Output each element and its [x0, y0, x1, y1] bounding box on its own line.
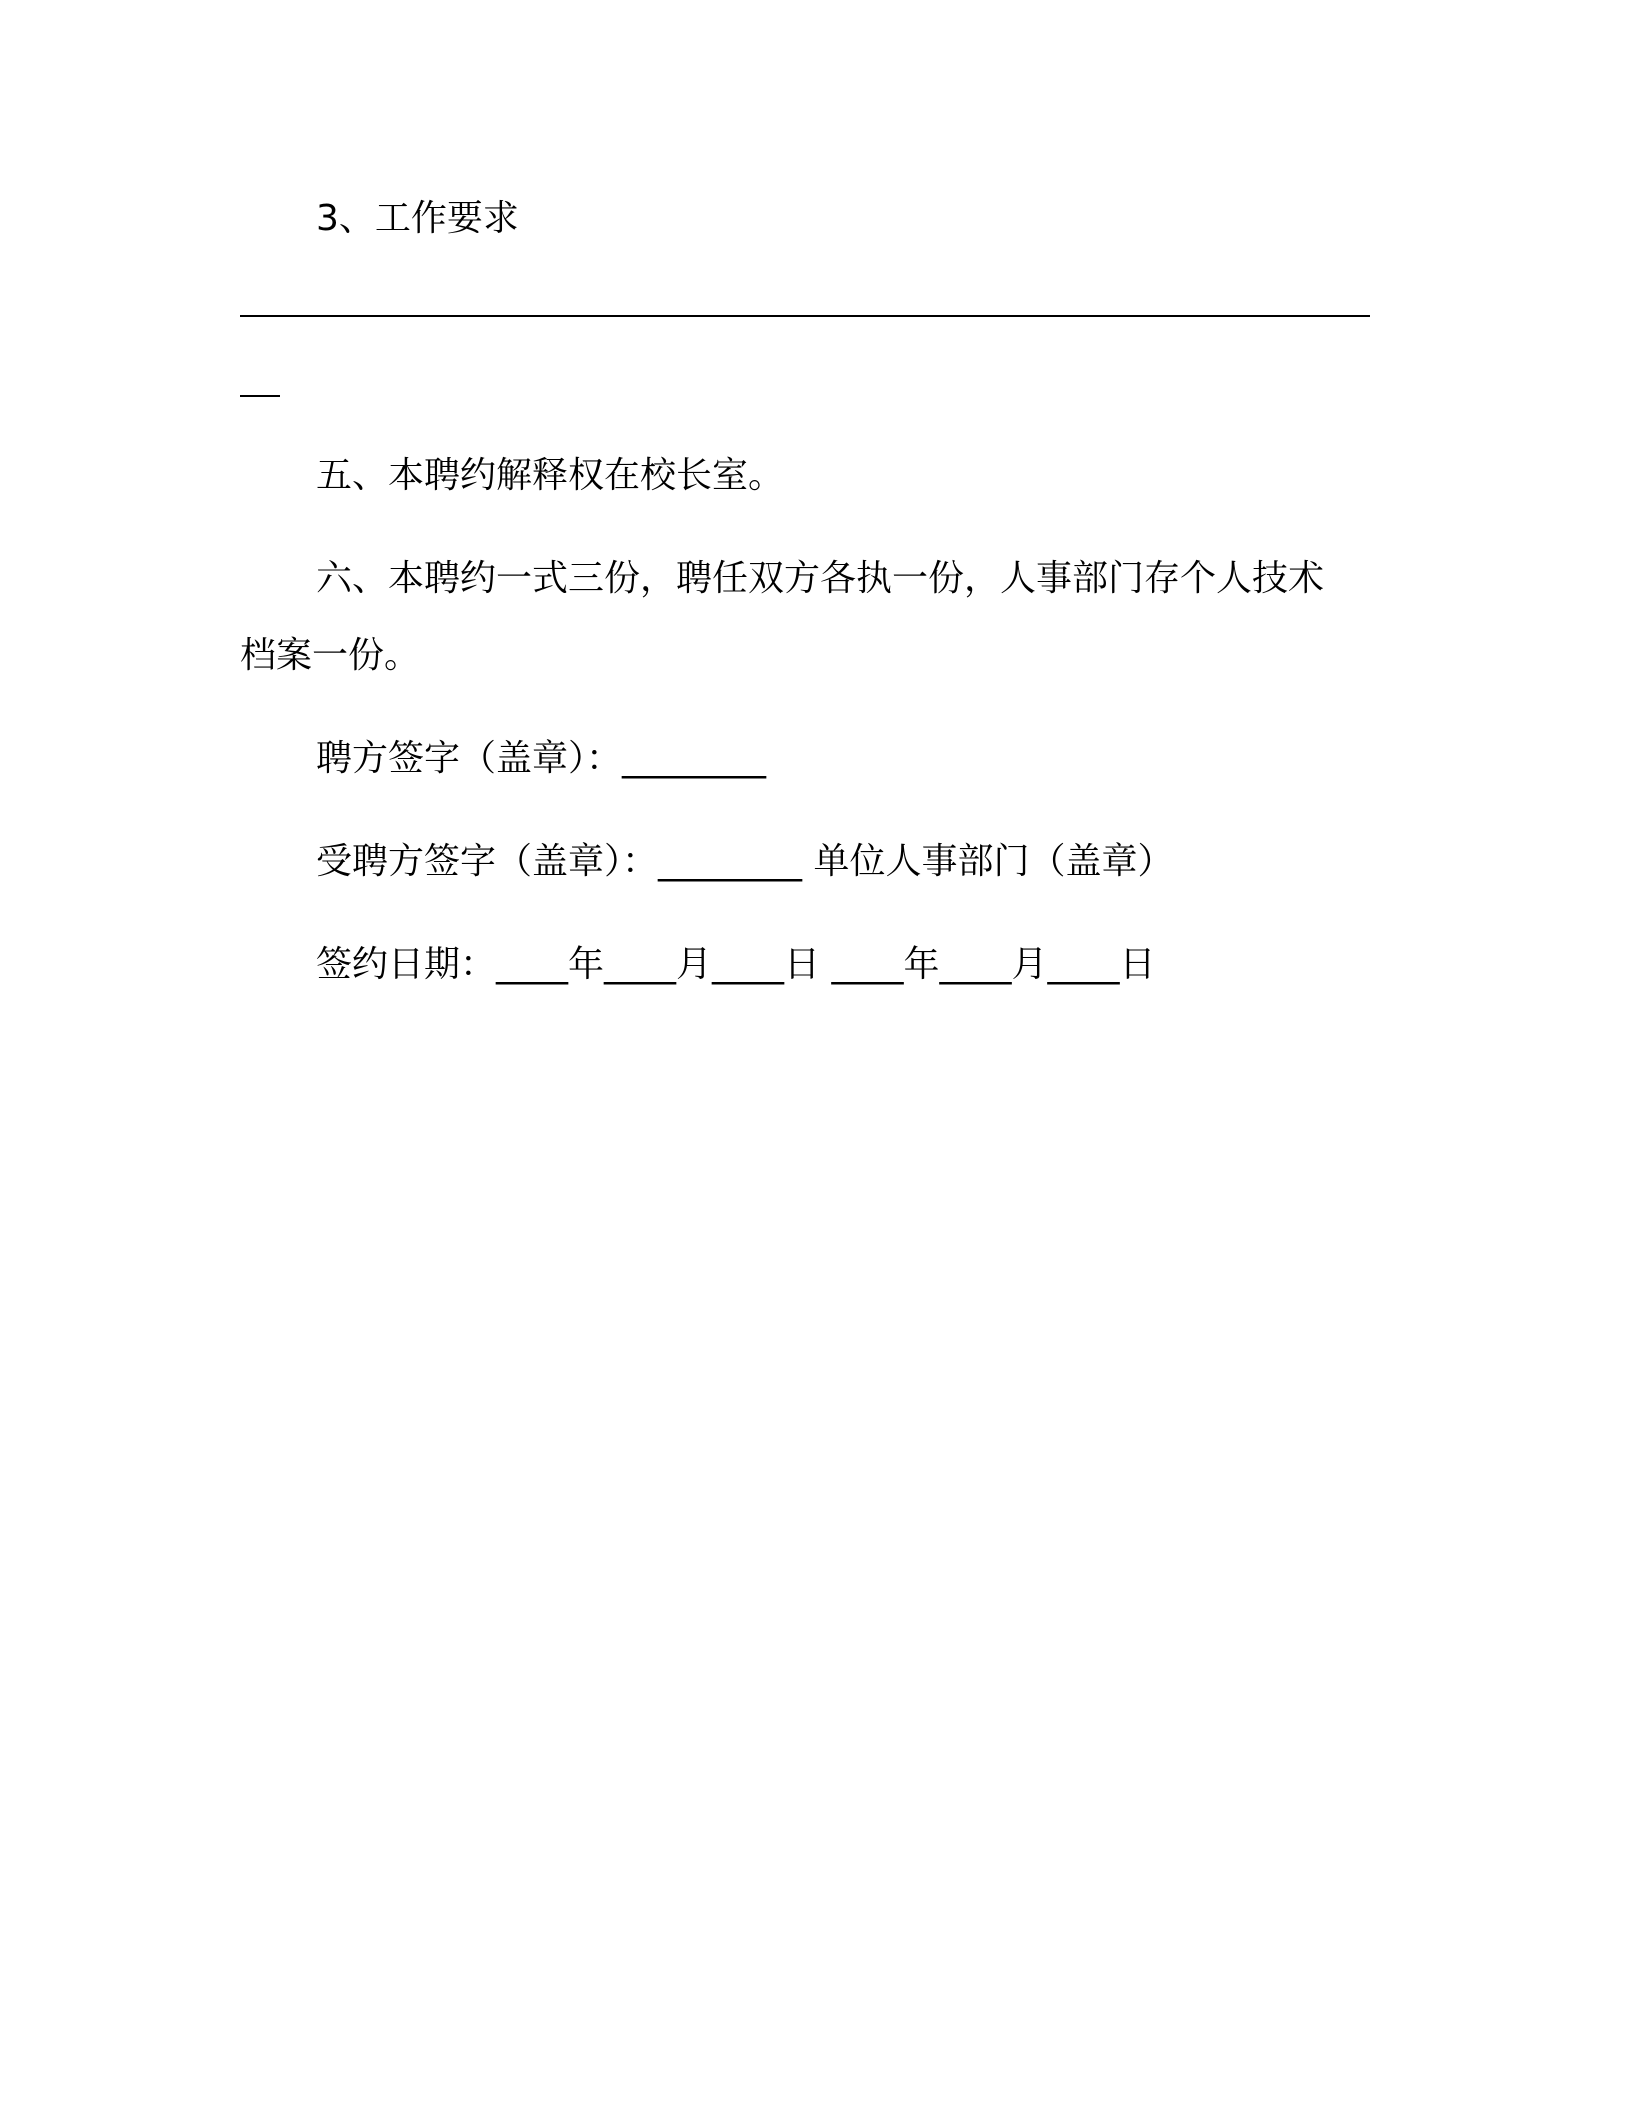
- item-3-heading: 3、工作要求: [316, 198, 519, 239]
- employer-signature-line: 聘方签字（盖章）：________: [316, 738, 767, 779]
- sign-date-line: 签约日期：____年____月____日 ____年____月____日: [316, 944, 1156, 985]
- employee-signature-line: 受聘方签字（盖章）：________ 单位人事部门（盖章）: [316, 841, 1174, 882]
- section-6-text-line-1: 六、本聘约一式三份，聘任双方各执一份，人事部门存个人技术: [316, 558, 1325, 599]
- blank-fill-line-short: [240, 395, 280, 397]
- section-6-text-line-2: 档案一份。: [240, 635, 421, 676]
- blank-fill-line-long: [240, 315, 1370, 317]
- section-5-text: 五、本聘约解释权在校长室。: [316, 455, 785, 496]
